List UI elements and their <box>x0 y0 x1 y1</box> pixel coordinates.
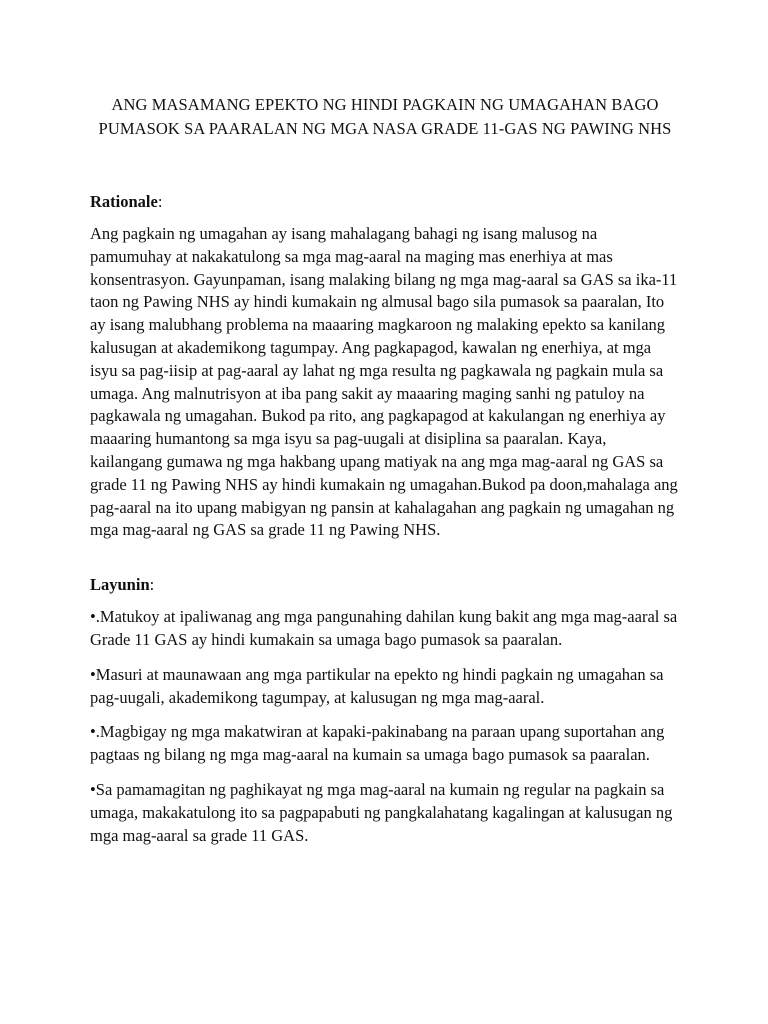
document-page <box>90 93 680 847</box>
layunin-bullet-3: •.Magbigay ng mga makatwiran at kapaki-pakinabang na paraan upang suportahan ang pagtaas ng bilang ng mga mag-aaral na kumain sa umaga bago pumasok sa paaralan. <box>90 722 665 765</box>
rationale-heading-label: Rationale <box>90 192 158 211</box>
layunin-heading-label: Layunin <box>90 575 150 595</box>
layunin-bullet-2: •Masuri at maunawaan ang mga partikular na epekto ng hindi pagkain ng umagahan sa pag-uugali, akademikong tagumpay, at kalusugan ng mga mag-aaral. <box>90 664 664 707</box>
layunin-heading-colon: : <box>149 575 155 595</box>
layunin-bullet-4: •Sa pamamagitan ng paghikayat ng mga mag-aaral na kumain ng regular na pagkain sa umaga, makakatulong ito sa pagpapabuti ng pangkalahatang kagalingan at kalusugan ng mga mag-aaral sa grade 11 GAS. <box>90 779 673 845</box>
rationale-heading-colon: : <box>157 192 163 211</box>
layunin-bullet-1: •.Matukoy at ipaliwanag ang mga pangunahing dahilan kung bakit ang mga mag-aaral sa Grade 11 GAS ay hindi kumakain sa umaga bago pumasok sa paaralan. <box>90 607 678 649</box>
rationale-heading <box>90 190 680 214</box>
document-title: ANG MASAMANG EPEKTO NG HINDI PAGKAIN NG UMAGAHAN BAGO PUMASOK SA PAARALAN NG MGA NASA GRADE 11-GAS NG PAWING NHS <box>98 95 672 138</box>
rationale-paragraph: Ang pagkain ng umagahan ay isang mahalagang bahagi ng isang malusog na pamumuhay at nakakatulong sa mga mag-aaral na maging mas enerhiya at mas konsentrasyon. Gayunpaman, isang malaking bilang ng mga mag-aaral sa GAS sa ika-11 taon ng Pawing NHS ay hindi kumakain ng almusal bago sila pumasok sa paaralan, Ito ay isang malubhang problema na maaaring magkaroon ng malaking epekto sa kanilang kalusugan at akademikong tagumpay. Ang pagkapagod, kawalan ng enerhiya, at mga isyu sa pag-iisip at pag-aaral ay lahat ng mga resulta ng pagkawala ng pagkain mula sa umaga. Ang malnutrisyon at iba pang sakit ay maaaring maging sanhi ng patuloy na pagkawala ng umagahan. Bukod pa rito, ang pagkapagod at kakulangan ng enerhiya ay maaaring humantong sa mga isyu sa pag-uugali at disiplina sa paaralan. Kaya, kailangang gumawa ng mga hakbang upang matiyak na ang mga mag-aaral ng GAS sa grade 11 ng Pawing NHS ay hindi kumakain ng umagahan.Bukod pa doon,mahalaga ang pag-aaral na ito upang mabigyan ng pansin at kahalagahan ang pagkain ng umagahan ng mga mag-aaral ng GAS sa grade 11 ng Pawing NHS. <box>90 224 678 540</box>
layunin-heading <box>90 573 680 597</box>
